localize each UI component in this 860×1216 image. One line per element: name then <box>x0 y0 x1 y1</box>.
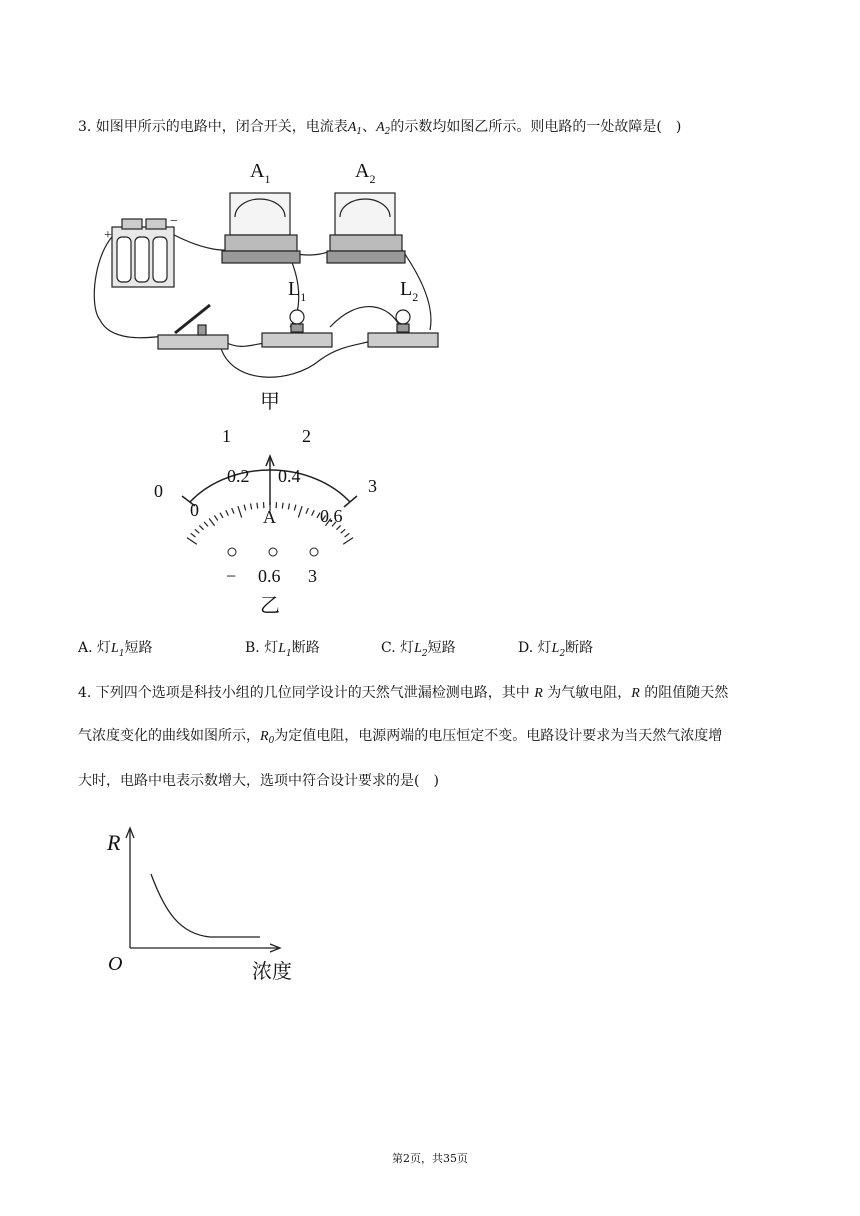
lamp2-label: $L_2$ <box>400 278 419 304</box>
dial-tick <box>244 505 246 511</box>
dial-tick <box>195 529 200 533</box>
ammeter-a1 <box>222 193 300 263</box>
q4-r0-sub: 0 <box>268 736 275 746</box>
option-a-prefix: A. 灯 <box>78 640 112 656</box>
scale-bottom-06: 0.6 <box>320 506 343 526</box>
dial-tick <box>214 516 217 521</box>
meter1-label: $A_1$ <box>250 160 271 186</box>
graph-y-label: R <box>107 830 121 855</box>
q3-stem-b: 的示数均如图乙所示。则电路的一处故障是( ) <box>390 119 682 135</box>
dial-tick <box>282 503 283 509</box>
lamp-l1 <box>262 310 332 347</box>
battery <box>112 219 174 287</box>
option-b-sub: 1 <box>286 648 292 659</box>
option-d-suffix: 断路 <box>565 640 594 656</box>
option-d[interactable] <box>518 637 593 659</box>
graph-origin: O <box>108 953 123 975</box>
resistance-curve <box>151 874 260 937</box>
battery-plus: + <box>104 228 112 243</box>
dial-tick <box>226 510 229 515</box>
dial-tick <box>191 533 196 537</box>
scale-top-1: 1 <box>222 426 231 446</box>
scale-bottom-04: 0.4 <box>278 466 301 486</box>
option-d-prefix: D. 灯 <box>518 640 552 656</box>
q4-line2 <box>78 726 722 751</box>
option-d-sub: 2 <box>559 648 566 659</box>
dial-tick <box>306 508 308 513</box>
terminal-06: 0.6 <box>258 566 281 586</box>
scale-top-3: 3 <box>368 476 377 496</box>
dial-tick <box>232 508 234 513</box>
battery-minus: − <box>170 214 178 229</box>
option-c-var: L <box>414 641 422 656</box>
q3-a1-sub: 1 <box>356 127 363 137</box>
lamp1-label: $L_1$ <box>288 278 307 304</box>
dial-tick <box>312 510 315 515</box>
option-d-var: L <box>551 641 560 656</box>
graph-x-label: 浓度 <box>252 959 292 983</box>
q4-line2-a: 气浓度变化的曲线如图所示， <box>78 728 260 744</box>
option-c-sub: 2 <box>421 648 428 659</box>
dial-tick <box>345 533 350 537</box>
scale-top-2: 2 <box>302 426 311 446</box>
dial-tick <box>199 525 203 529</box>
q4-r0: R <box>260 729 269 744</box>
q3-stem-a: 3. 如图甲所示的电路中，闭合开关，电流表 <box>78 119 348 135</box>
dial-tick <box>288 504 289 510</box>
option-c-prefix: C. 灯 <box>381 640 415 656</box>
figure-jia-circuit <box>90 155 450 415</box>
option-b-var: L <box>278 641 286 656</box>
option-b[interactable] <box>245 637 320 659</box>
lamp-l2 <box>368 310 438 347</box>
option-a-suffix: 短路 <box>124 640 153 656</box>
dial-tick <box>238 506 242 517</box>
option-a[interactable] <box>78 637 153 659</box>
terminals <box>228 548 318 556</box>
dial-tick <box>204 522 208 527</box>
q3-a1-letter: A <box>347 120 357 135</box>
scale-bottom-0: 0 <box>190 500 199 520</box>
dial-tick <box>298 506 302 517</box>
wire-l1-l2 <box>330 307 400 327</box>
page-footer: 第2页，共35页 <box>392 1152 468 1165</box>
dial-tick <box>257 503 258 509</box>
option-b-suffix: 断路 <box>291 640 320 656</box>
q4-line3 <box>78 771 439 791</box>
q4-line1-c: 的阻值随天然 <box>644 685 729 701</box>
figure-yi-caption: 乙 <box>260 593 280 617</box>
dial-tick <box>343 538 353 545</box>
dial-tick <box>209 519 215 526</box>
option-b-prefix: B. 灯 <box>245 640 279 656</box>
figure-jia-caption: 甲 <box>260 389 280 413</box>
scale-bottom-02: 0.2 <box>227 466 250 486</box>
q4-line1-b: 为气敏电阻， <box>547 685 632 701</box>
dial-tick <box>341 529 346 533</box>
q3-a2-sub: 2 <box>384 127 391 137</box>
dial-unit: A <box>263 507 276 527</box>
dial-tick <box>187 538 197 545</box>
switch <box>158 305 228 349</box>
option-a-sub: 1 <box>118 648 125 659</box>
dial-tick <box>220 513 223 518</box>
dial-tick <box>294 505 296 511</box>
q3-stem <box>78 117 681 142</box>
terminal-minus: − <box>226 566 237 586</box>
q4-r-2: R <box>631 686 640 701</box>
q4-line1 <box>78 683 728 704</box>
meter2-label: $A_2$ <box>355 160 376 186</box>
q4-line3-text: 大时，电路中电表示数增大，选项中符合设计要求的是( ) <box>78 773 439 789</box>
q4-resistance-graph <box>100 822 310 987</box>
option-c-suffix: 短路 <box>427 640 456 656</box>
wire-switch-l1 <box>225 342 265 346</box>
q3-sep: 、 <box>362 119 377 135</box>
option-a-var: L <box>111 641 119 656</box>
q4-line1-a: 4. 下列四个选项是科技小组的几位同学设计的天然气泄漏检测电路，其中 <box>78 685 530 701</box>
dial-tick <box>337 525 341 529</box>
dial-tick <box>251 504 252 510</box>
scale-top-zero: 0 <box>154 481 163 501</box>
q3-a2-letter: A <box>376 120 385 135</box>
ammeter-a2 <box>327 193 405 263</box>
figure-yi-dial <box>140 420 400 620</box>
terminal-3: 3 <box>308 566 317 586</box>
q4-r-1: R <box>534 686 543 701</box>
option-c[interactable] <box>381 637 456 659</box>
q4-line2-b: 为定值电阻，电源两端的电压恒定不变。电路设计要求为当天然气浓度增 <box>274 728 723 744</box>
